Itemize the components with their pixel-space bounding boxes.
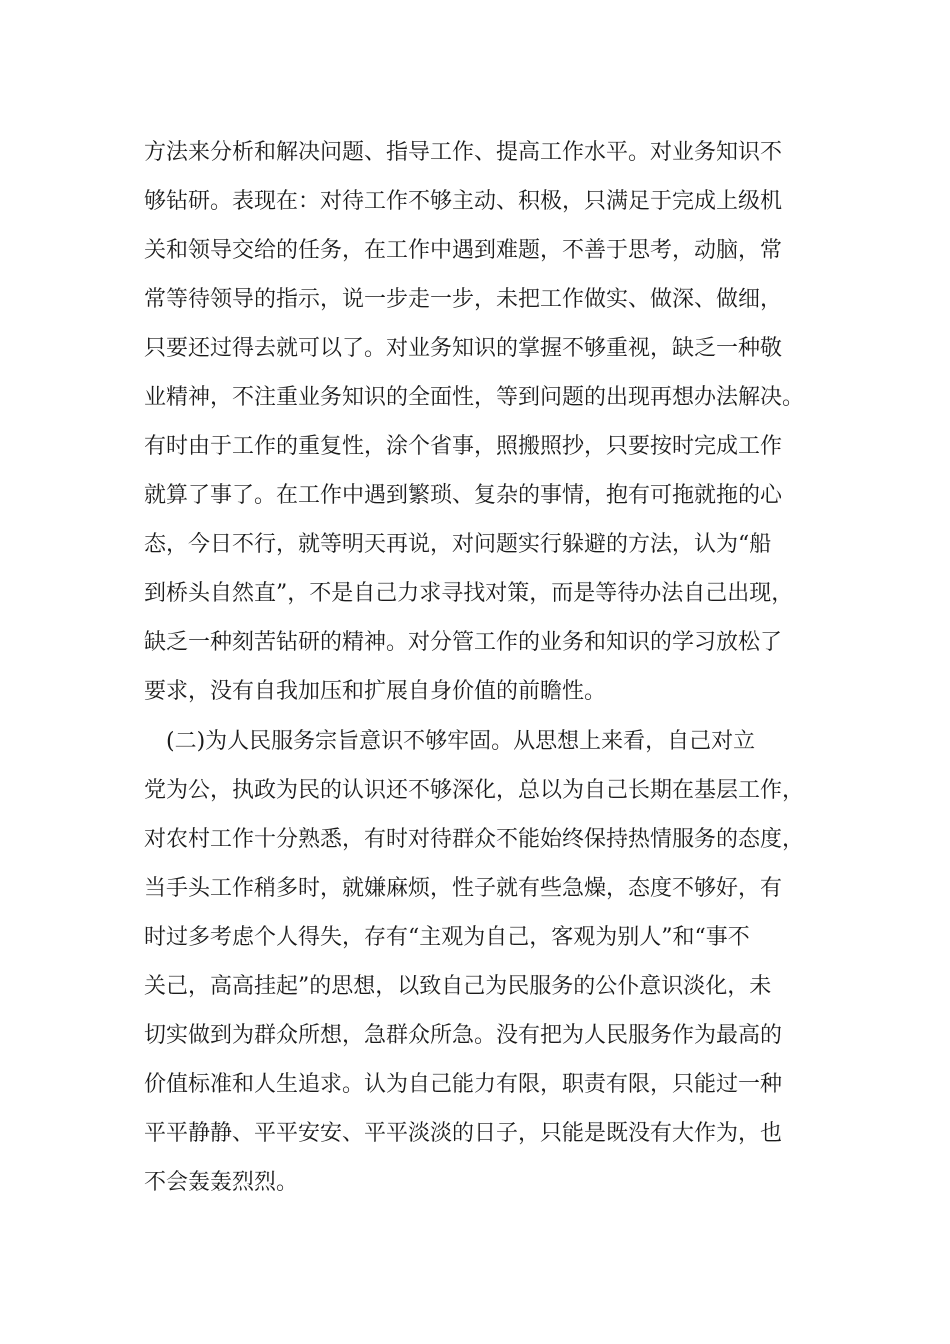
paragraph-line: 当手头工作稍多时，就嫌麻烦，性子就有些急燥，态度不够好，有 — [144, 876, 783, 901]
paragraph-line: 缺乏一种刻苦钻研的精神。对分管工作的业务和知识的学习放松了 — [144, 630, 783, 655]
paragraph-line: 价值标准和人生追求。认为自己能力有限，职责有限，只能过一种 — [144, 1072, 783, 1097]
paragraph-line: 党为公，执政为民的认识还不够深化，总以为自己长期在基层工作， — [144, 778, 805, 803]
paragraph-line: 态，今日不行，就等明天再说，对问题实行躲避的方法，认为“船 — [144, 532, 772, 557]
paragraph-line: (二)为人民服务宗旨意识不够牢固。从思想上来看，自己对立 — [166, 729, 756, 754]
paragraph-line: 要求，没有自我加压和扩展自身价值的前瞻性。 — [144, 679, 607, 704]
paragraph-line: 时过多考虑个人得失，存有“主观为自己，客观为别人”和“事不 — [144, 925, 750, 950]
paragraph-1 — [144, 128, 824, 716]
paragraph-line: 平平静静、平平安安、平平淡淡的日子，只能是既没有大作为，也 — [144, 1121, 783, 1146]
paragraph-line: 有时由于工作的重复性，涂个省事，照搬照抄，只要按时完成工作 — [144, 434, 783, 459]
paragraph-line: 不会轰轰烈烈。 — [144, 1170, 299, 1195]
paragraph-line: 对农村工作十分熟悉，有时对待群众不能始终保持热情服务的态度， — [144, 827, 805, 852]
paragraph-line: 方法来分析和解决问题、指导工作、提高工作水平。对业务知识不 — [144, 140, 783, 165]
paragraph-line: 关己，高高挂起”的思想，以致自己为民服务的公仆意识淡化，未 — [144, 974, 772, 999]
paragraph-line: 够钻研。表现在：对待工作不够主动、积极，只满足于完成上级机 — [144, 189, 783, 214]
paragraph-line: 业精神，不注重业务知识的全面性，等到问题的出现再想办法解决。 — [144, 385, 805, 410]
paragraph-line: 常等待领导的指示，说一步走一步，未把工作做实、做深、做细， — [144, 287, 783, 312]
paragraph-line: 关和领导交给的任务，在工作中遇到难题，不善于思考，动脑，常 — [144, 238, 783, 263]
paragraph-2 — [144, 717, 824, 1207]
paragraph-line: 就算了事了。在工作中遇到繁琐、复杂的事情，抱有可拖就拖的心 — [144, 483, 783, 508]
paragraph-line: 切实做到为群众所想，急群众所急。没有把为人民服务作为最高的 — [144, 1023, 783, 1048]
paragraph-line: 只要还过得去就可以了。对业务知识的掌握不够重视，缺乏一种敬 — [144, 336, 783, 361]
paragraph-line: 到桥头自然直”，不是自己力求寻找对策，而是等待办法自己出现， — [144, 581, 794, 606]
